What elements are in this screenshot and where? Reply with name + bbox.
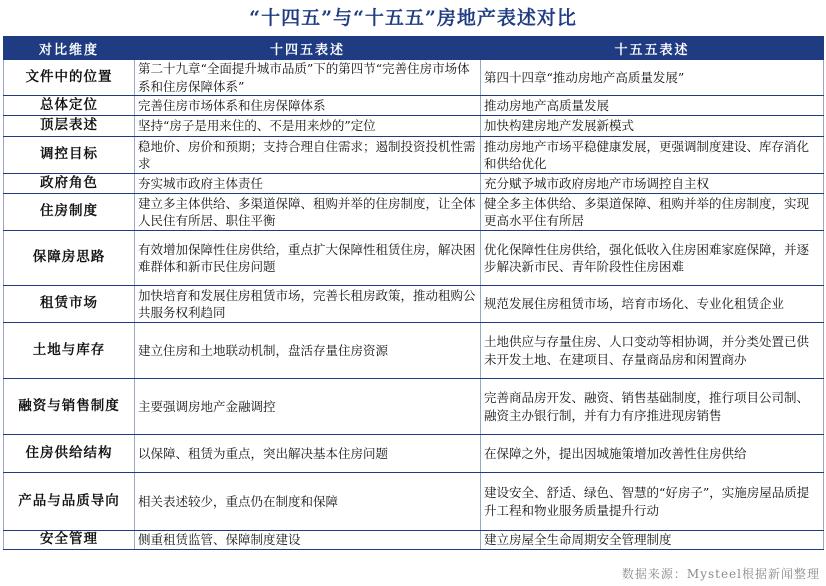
- table-row: [4, 174, 824, 194]
- row-dimension: 住房制度: [4, 194, 135, 231]
- row-fourteenth: 侧重租赁监管、保障制度建设: [135, 531, 481, 550]
- table-row: [4, 231, 824, 286]
- table-row: [4, 473, 824, 531]
- row-dimension: 总体定位: [4, 96, 135, 116]
- row-dimension: 调控目标: [4, 137, 135, 174]
- row-dimension: 安全管理: [4, 531, 135, 550]
- row-fourteenth: 相关表述较少，重点仍在制度和保障: [135, 473, 481, 531]
- row-fourteenth: 坚持“房子是用来住的、不是用来炒的”定位: [135, 116, 481, 137]
- header-fifteenth: 十五五表述: [481, 37, 824, 60]
- row-dimension: 土地与库存: [4, 323, 135, 379]
- table-row: [4, 116, 824, 137]
- header-dimension: 对比维度: [4, 37, 135, 60]
- comparison-table: [3, 36, 824, 550]
- row-dimension: 住房供给结构: [4, 435, 135, 473]
- table-row: [4, 194, 824, 231]
- table-row: [4, 137, 824, 174]
- row-fifteenth: 充分赋予城市政府房地产市场调控自主权: [481, 174, 824, 194]
- row-fourteenth: 加快培育和发展住房租赁市场，完善长租房政策，推动租购公共服务权利趋同: [135, 286, 481, 323]
- row-fifteenth: 在保障之外，提出因城施策增加改善性住房供给: [481, 435, 824, 473]
- table-row: [4, 379, 824, 435]
- row-fourteenth: 夯实城市政府主体责任: [135, 174, 481, 194]
- row-fifteenth: 第四十四章“推动房地产高质量发展”: [481, 60, 824, 96]
- table-row: [4, 435, 824, 473]
- table-row: [4, 96, 824, 116]
- row-fifteenth: 完善商品房开发、融资、销售基础制度，推行项目公司制、融资主办银行制，并有力有序推进现房销售: [481, 379, 824, 435]
- row-fourteenth: 有效增加保障性住房供给，重点扩大保障性租赁住房，解决困难群体和新市民住房问题: [135, 231, 481, 286]
- row-fourteenth: 建立多主体供给、多渠道保障、租购并举的住房制度，让全体人民住有所居、职住平衡: [135, 194, 481, 231]
- table-header-row: [4, 37, 824, 60]
- row-dimension: 租赁市场: [4, 286, 135, 323]
- row-fourteenth: 第二十九章“全面提升城市品质”下的第四节“完善住房市场体系和住房保障体系”: [135, 60, 481, 96]
- row-fifteenth: 建设安全、舒适、绿色、智慧的“好房子”，实施房屋品质提升工程和物业服务质量提升行动: [481, 473, 824, 531]
- table-row: [4, 531, 824, 550]
- row-fifteenth: 推动房地产市场平稳健康发展，更强调制度建设、库存消化和供给优化: [481, 137, 824, 174]
- row-fourteenth: 以保障、租赁为重点，突出解决基本住房问题: [135, 435, 481, 473]
- page-title: “十四五”与“十五五”房地产表述对比: [249, 7, 577, 29]
- row-fourteenth: 建立住房和土地联动机制，盘活存量住房资源: [135, 323, 481, 379]
- row-fourteenth: 主要强调房地产金融调控: [135, 379, 481, 435]
- row-dimension: 政府角色: [4, 174, 135, 194]
- row-fifteenth: 优化保障性住房供给，强化低收入住房困难家庭保障，并逐步解决新市民、青年阶段性住房困难: [481, 231, 824, 286]
- row-fifteenth: 建立房屋全生命周期安全管理制度: [481, 531, 824, 550]
- row-fifteenth: 规范发展住房租赁市场，培育市场化、专业化租赁企业: [481, 286, 824, 323]
- row-fourteenth: 稳地价、房价和预期；支持合理自住需求；遏制投资投机性需求: [135, 137, 481, 174]
- source-note: 数据来源：Mysteel根据新闻整理: [621, 567, 820, 581]
- row-fifteenth: 土地供应与存量住房、人口变动等相协调，并分类处置已供未开发土地、在建项目、存量商品房和闲置商办: [481, 323, 824, 379]
- row-dimension: 顶层表述: [4, 116, 135, 137]
- row-dimension: 产品与品质导向: [4, 473, 135, 531]
- row-fifteenth: 健全多主体供给、多渠道保障、租购并举的住房制度，实现更高水平住有所居: [481, 194, 824, 231]
- row-dimension: 融资与销售制度: [4, 379, 135, 435]
- table-row: [4, 286, 824, 323]
- table-row: [4, 60, 824, 96]
- header-fourteenth: 十四五表述: [135, 37, 481, 60]
- row-dimension: 文件中的位置: [4, 60, 135, 96]
- table-row: [4, 323, 824, 379]
- row-fourteenth: 完善住房市场体系和住房保障体系: [135, 96, 481, 116]
- row-dimension: 保障房思路: [4, 231, 135, 286]
- row-fifteenth: 推动房地产高质量发展: [481, 96, 824, 116]
- row-fifteenth: 加快构建房地产发展新模式: [481, 116, 824, 137]
